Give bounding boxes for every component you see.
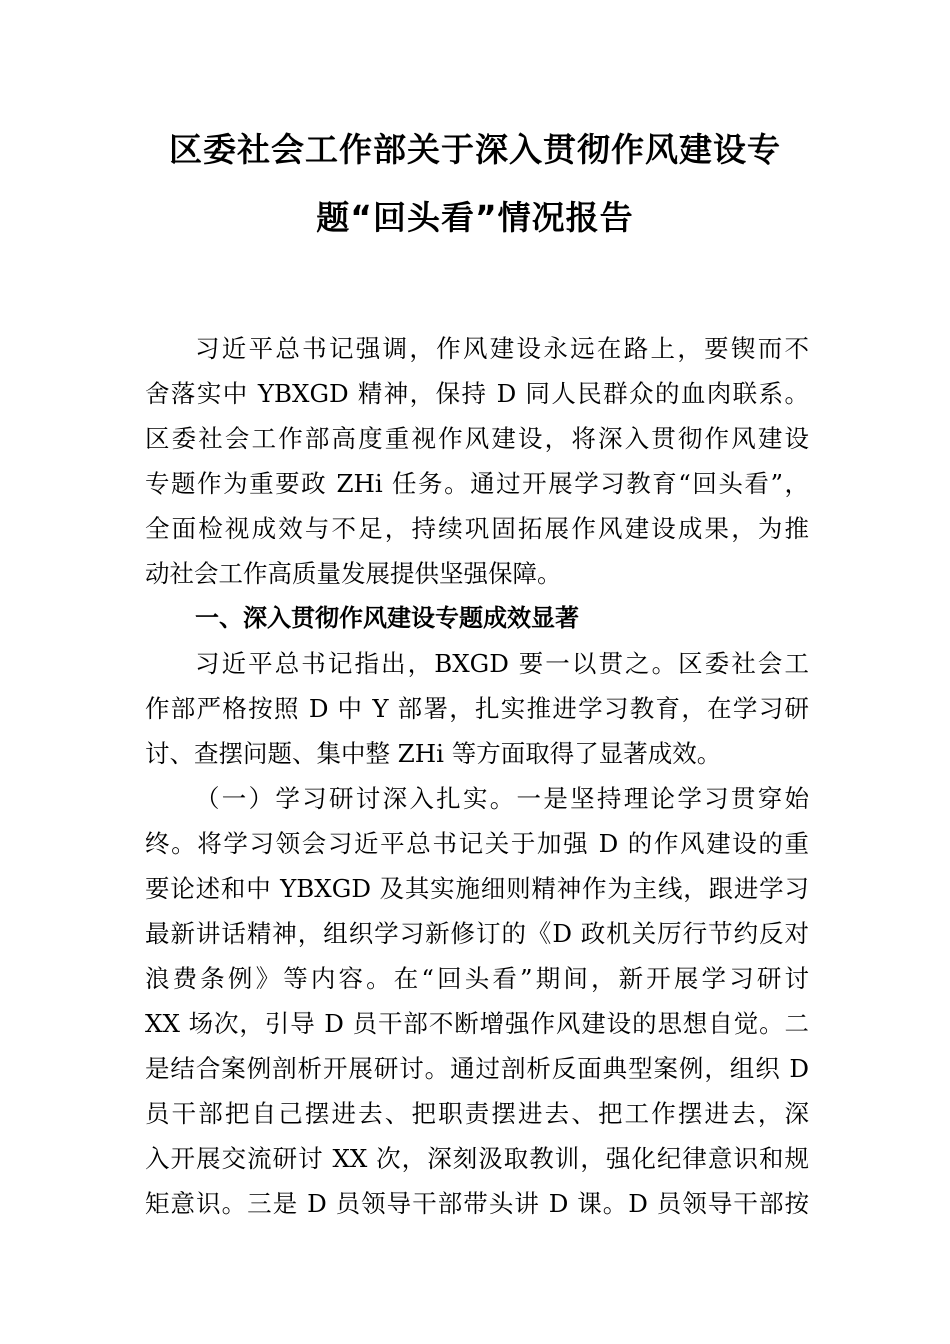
paragraph-3-line-3: 要论述和中 YBXGD 及其实施细则精神作为主线，跟进学习: [145, 874, 809, 903]
paragraph-3-line-2: 终。将学习领会习近平总书记关于加强 D 的作风建设的重: [145, 829, 809, 858]
paragraph-3-line-1: （一）学习研讨深入扎实。一是坚持理论学习贯穿始: [195, 784, 809, 813]
paragraph-3-line-5: 浪费条例》等内容。在“回头看”期间，新开展学习研讨: [145, 964, 809, 993]
paragraph-3-line-7: 是结合案例剖析开展研讨。通过剖析反面典型案例，组织 D: [145, 1054, 809, 1083]
document-title-line-2: 题“回头看”情况报告: [316, 198, 634, 237]
paragraph-1-line-3: 区委社会工作部高度重视作风建设，将深入贯彻作风建设: [145, 424, 809, 453]
paragraph-3-line-8: 员干部把自己摆进去、把职责摆进去、把工作摆进去，深: [145, 1099, 809, 1128]
paragraph-3-line-4: 最新讲话精神，组织学习新修订的《D 政机关厉行节约反对: [145, 919, 809, 948]
document-title-line-1: 区委社会工作部关于深入贯彻作风建设专: [169, 130, 781, 169]
document-body: [145, 326, 809, 1226]
paragraph-1-line-2: 舍落实中 YBXGD 精神，保持 D 同人民群众的血肉联系。: [145, 379, 809, 408]
paragraph-2-line-3: 讨、查摆问题、集中整 ZHi 等方面取得了显著成效。: [145, 739, 722, 768]
paragraph-1-line-1: 习近平总书记强调，作风建设永远在路上，要锲而不: [195, 334, 809, 363]
paragraph-3-line-10: 矩意识。三是 D 员领导干部带头讲 D 课。D 员领导干部按: [145, 1189, 809, 1218]
paragraph-3-line-6: XX 场次，引导 D 员干部不断增强作风建设的思想自觉。二: [145, 1009, 809, 1038]
paragraph-1-line-5: 全面检视成效与不足，持续巩固拓展作风建设成果，为推: [145, 514, 809, 543]
paragraph-2-line-1: 习近平总书记指出，BXGD 要一以贯之。区委社会工: [195, 649, 809, 678]
paragraph-1-line-4: 专题作为重要政 ZHi 任务。通过开展学习教育“回头看”，: [145, 469, 809, 498]
paragraph-3-line-9: 入开展交流研讨 XX 次，深刻汲取教训，强化纪律意识和规: [145, 1144, 809, 1173]
paragraph-1-line-6: 动社会工作高质量发展提供坚强保障。: [145, 559, 562, 588]
section-heading-1: 一、深入贯彻作风建设专题成效显著: [195, 604, 579, 632]
paragraph-2-line-2: 作部严格按照 D 中 Y 部署，扎实推进学习教育，在学习研: [145, 694, 809, 723]
